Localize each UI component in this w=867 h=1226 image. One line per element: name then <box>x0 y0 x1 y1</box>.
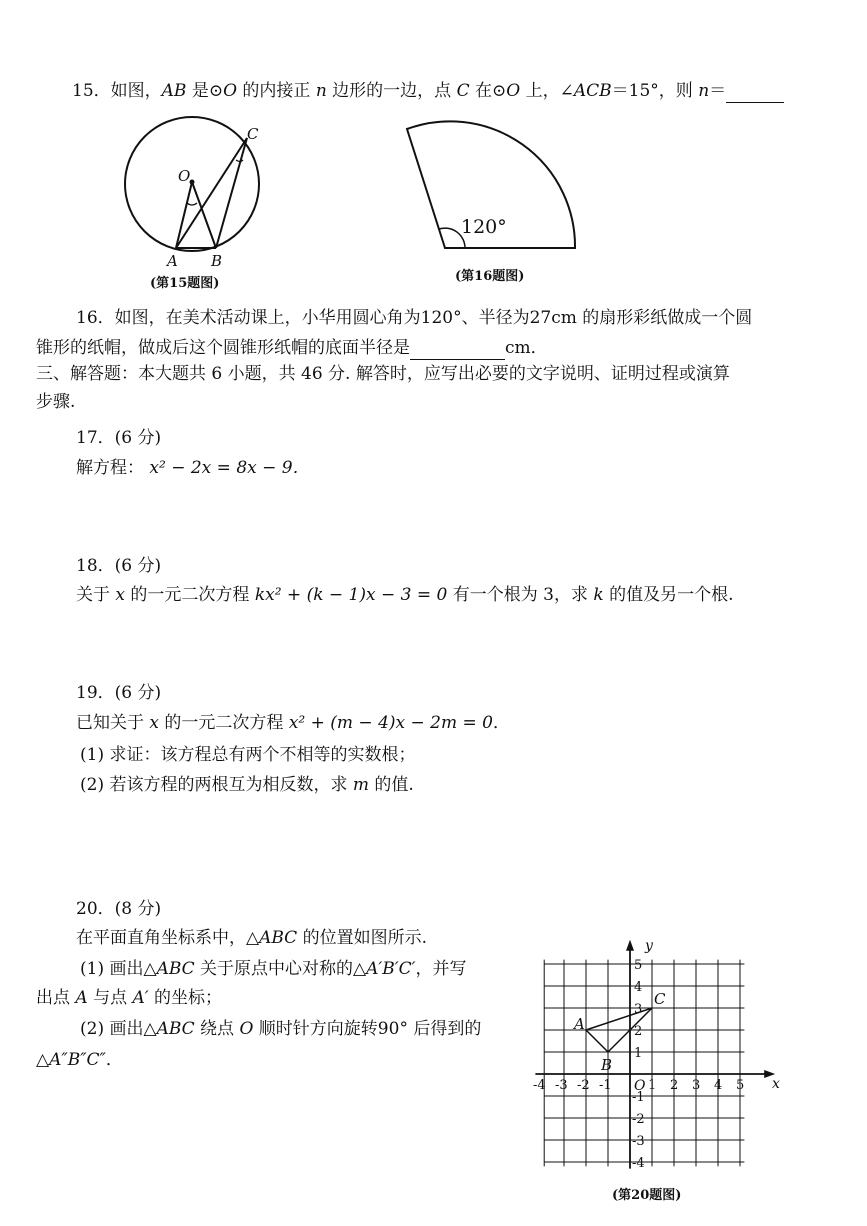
y-tick-labels <box>632 958 645 1171</box>
y-tick-label: 1 <box>634 1046 643 1061</box>
coordinate-grid <box>535 940 775 1169</box>
q19-part1: (1) 求证：该方程总有两个不相等的实数根； <box>80 745 416 765</box>
q20-part1: (1) 画出△ABC 关于原点中心对称的△A′B′C′，并写 <box>80 959 467 979</box>
fig20-origin-label: O <box>634 1078 646 1094</box>
fig20-x-axis-label: x <box>772 1076 780 1092</box>
y-axis-arrow <box>626 940 634 951</box>
y-tick-label: -2 <box>632 1112 645 1127</box>
fig16-angle-label: 120° <box>461 216 507 238</box>
q20-head: 20．(8 分) <box>76 899 162 919</box>
q19-head: 19．(6 分) <box>76 683 162 703</box>
q18-body: 关于 x 的一元二次方程 kx² + (k − 1)x − 3 = 0 有一个根为 3，求 k 的值及另一个根. <box>76 585 734 605</box>
q15-text: 15．如图，AB 是⊙O 的内接正 n 边形的一边，点 C 在⊙O 上，∠ACB＝15°，则 n＝ <box>72 78 784 103</box>
x-tick-label: 2 <box>670 1078 679 1093</box>
fig20-y-axis-label: y <box>645 938 653 954</box>
fig15-label-c: C <box>247 125 259 143</box>
section3-line1: 三、解答题：本大题共 6 小题，共 46 分. 解答时，应写出必要的文字说明、证明过程或演算 <box>36 364 730 384</box>
fig20-label-a: A <box>574 1015 585 1033</box>
y-tick-label: 3 <box>634 1002 643 1017</box>
fig15-label-a: A <box>167 252 178 270</box>
q20-part1-cont: 出点 A 与点 A′ 的坐标； <box>36 988 223 1008</box>
fig15-label-o: O <box>178 167 191 185</box>
x-tick-label: 1 <box>648 1078 657 1093</box>
x-tick-label: -2 <box>577 1078 590 1093</box>
q20-intro: 在平面直角坐标系中，△ABC 的位置如图所示. <box>76 928 427 948</box>
y-tick-label: -1 <box>632 1090 645 1105</box>
section3-line2: 步骤. <box>36 392 76 412</box>
q19-body: 已知关于 x 的一元二次方程 x² + (m − 4)x − 2m = 0． <box>76 713 510 733</box>
x-tick-label: -3 <box>555 1078 568 1093</box>
y-tick-label: -3 <box>632 1134 645 1149</box>
q18-head: 18．(6 分) <box>76 556 162 576</box>
q17-body: 解方程： x² − 2x = 8x − 9． <box>76 458 310 478</box>
x-tick-label: -4 <box>533 1078 546 1093</box>
fig20-caption: (第20题图) <box>612 1188 682 1203</box>
q18-equation: kx² + (k − 1)x − 3 = 0 <box>254 585 448 605</box>
y-tick-label: 2 <box>634 1024 643 1039</box>
y-tick-label: -4 <box>632 1156 645 1171</box>
x-tick-label: 4 <box>714 1078 723 1093</box>
q17-head: 17．(6 分) <box>76 428 162 448</box>
q20-part2-cont: △A″B″C″． <box>36 1050 123 1070</box>
x-tick-label: 5 <box>736 1078 745 1093</box>
fig15-label-b: B <box>211 252 223 270</box>
y-tick-label: 4 <box>634 980 643 995</box>
q17-equation: x² − 2x = 8x − 9． <box>149 458 310 478</box>
fig16-caption: (第16题图) <box>455 269 525 284</box>
q16-line1: 16．如图，在美术活动课上，小华用圆心角为120°、半径为27cm 的扇形彩纸做成一个圆 <box>76 308 753 328</box>
x-tick-label: 3 <box>692 1078 701 1093</box>
fig20-label-c: C <box>654 990 666 1008</box>
y-tick-label: 5 <box>634 958 643 973</box>
q16-line2: 锥形的纸帽，做成后这个圆锥形纸帽的底面半径是 cm． <box>36 335 548 360</box>
q19-equation: x² + (m − 4)x − 2m = 0 <box>288 713 493 733</box>
fig15-caption: (第15题图) <box>150 276 220 291</box>
fig20-label-b: B <box>601 1056 613 1074</box>
x-tick-label: -1 <box>599 1078 612 1093</box>
q19-part2: (2) 若该方程的两根互为相反数，求 m 的值. <box>80 775 414 795</box>
q20-part2: (2) 画出△ABC 绕点 O 顺时针方向旋转90° 后得到的 <box>80 1019 482 1039</box>
